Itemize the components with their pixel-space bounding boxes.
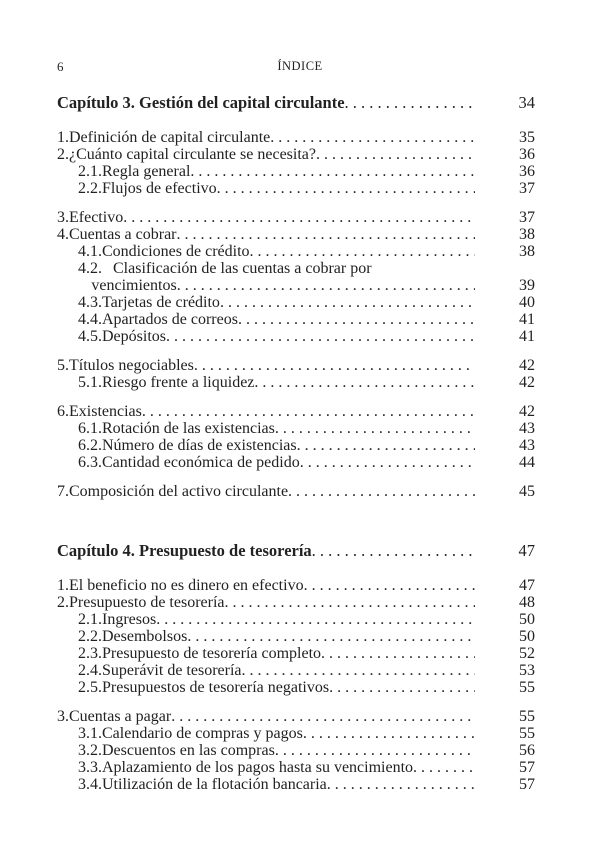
entry-number: 4. [57,226,69,243]
entry-page-number: 56 [519,742,535,759]
toc-entry [57,454,535,471]
entry-number: 2.2. [78,180,102,197]
toc-entry [57,163,535,180]
entry-page-number: 41 [519,328,535,345]
dot-leader [142,403,475,420]
entry-label: Cantidad económica de pedido [102,454,300,471]
entry-page-number: 38 [519,243,535,260]
entry-label: El beneficio no es dinero en efectivo [69,577,304,594]
dot-leader [190,163,475,180]
chapter-title: Capítulo 4. Presupuesto de tesorería [57,541,312,560]
dot-leader [312,542,475,559]
toc-entry [57,776,535,793]
running-head: ÍNDICE [277,59,323,73]
entry-page-number: 47 [519,577,535,594]
entry-number: 7. [57,483,69,500]
dot-leader [166,328,475,345]
entry-page-number: 44 [519,454,535,471]
toc-entry [57,129,535,146]
dot-leader [156,611,475,628]
entry-label: Cuentas a cobrar [69,226,177,243]
toc-entry [57,294,535,311]
entry-number: 3.3. [78,759,102,776]
entry-number: 5. [57,357,69,374]
toc-entry [57,742,535,759]
dot-leader [177,277,475,294]
entry-page-number: 36 [519,146,535,163]
toc-group [57,129,535,197]
dot-leader [123,209,475,226]
entry-page-number: 57 [519,776,535,793]
entry-label: Depósitos [102,328,166,345]
entry-page-number: 50 [519,611,535,628]
chapter-section [57,94,535,500]
entry-label: Condiciones de crédito [102,243,250,260]
entry-number: 2. [57,594,69,611]
entry-number: 4.5. [78,328,102,345]
dot-leader [297,437,475,454]
entry-page-number: 55 [519,725,535,742]
entry-label: Títulos negociables [69,357,194,374]
toc-entry [57,759,535,776]
toc-group [57,403,535,471]
dot-leader [220,294,475,311]
page-number: 6 [57,59,64,74]
dot-leader [238,311,475,328]
entry-number: 6. [57,403,69,420]
entry-number: 2.2. [78,628,102,645]
entry-page-number: 55 [519,708,535,725]
entry-label: Descuentos en las compras [102,742,275,759]
chapter-page-number: 34 [518,93,535,112]
entry-number: 5.1. [78,374,102,391]
dot-leader [250,243,475,260]
entry-page-number: 41 [519,311,535,328]
toc-group [57,577,535,696]
toc-group [57,483,535,500]
entry-label: Flujos de efectivo [102,180,217,197]
toc-entry [57,180,535,197]
toc-entry [57,146,535,163]
dot-leader [217,180,475,197]
entry-page-number: 50 [519,628,535,645]
entry-number: 4.3. [78,294,102,311]
dot-leader [316,146,475,163]
toc-entry [57,357,535,374]
entry-label: Riesgo frente a liquidez [102,374,255,391]
entry-page-number: 57 [519,759,535,776]
entry-page-number: 36 [519,163,535,180]
chapter-title: Capítulo 3. Gestión del capital circulante [57,93,345,112]
chapter-heading [57,542,535,559]
dot-leader [225,594,475,611]
entry-label: Regla general [102,163,191,180]
entry-label: Número de días de existencias [102,437,297,454]
entry-label: Existencias [69,403,142,420]
toc-entry [57,437,535,454]
entry-number: 2.1. [78,611,102,628]
dot-leader [300,454,475,471]
entry-number: 2.4. [78,662,102,679]
toc-entry [57,209,535,226]
toc-entry [57,311,535,328]
toc-entry [57,679,535,696]
entry-page-number: 55 [519,679,535,696]
toc-entry [57,628,535,645]
entry-label: Tarjetas de crédito [102,294,220,311]
entry-number: 4.2. [78,260,102,277]
entry-label: Aplazamiento de los pagos hasta su vencimiento [102,759,414,776]
entry-label: Calendario de compras y pagos [102,725,303,742]
entry-label: Definición de capital circulante [69,129,271,146]
chapter-section [57,542,535,793]
dot-leader [288,483,475,500]
toc-entry [57,662,535,679]
dot-leader [270,129,475,146]
entry-number: 3.2. [78,742,102,759]
entry-number: 6.3. [78,454,102,471]
toc-entry [57,403,535,420]
entry-page-number: 53 [519,662,535,679]
toc-entry [57,725,535,742]
entry-number: 6.2. [78,437,102,454]
toc-group [57,357,535,391]
entry-label: Desembolsos [102,628,188,645]
dot-leader [177,226,475,243]
entry-label: Ingresos [102,611,157,628]
dot-leader [413,759,475,776]
toc-entry [57,277,535,294]
entry-page-number: 45 [519,483,535,500]
toc-group [57,209,535,345]
entry-number: 6.1. [78,420,102,437]
dot-leader [194,357,475,374]
dot-leader [254,374,475,391]
chapter-page-number: 47 [518,541,535,560]
entry-number: 1. [57,577,69,594]
dot-leader [327,776,475,793]
entry-number: 2.5. [78,679,102,696]
entry-page-number: 43 [519,437,535,454]
toc-entry [57,260,535,277]
toc-entry [57,374,535,391]
entry-number: 1. [57,129,69,146]
entry-number: 4.4. [78,311,102,328]
toc-entry [57,243,535,260]
entry-number: 2.3. [78,645,102,662]
dot-leader [303,725,475,742]
entry-page-number: 39 [519,277,535,294]
entry-page-number: 42 [519,357,535,374]
entry-page-number: 35 [519,129,535,146]
entry-page-number: 38 [519,226,535,243]
dot-leader [171,708,475,725]
dot-leader [329,679,475,696]
entry-page-number: 42 [519,403,535,420]
entry-number-spacer [78,277,91,294]
toc-group [57,708,535,793]
entry-label: Clasificación de las cuentas a cobrar por [113,260,372,277]
dot-leader [275,742,475,759]
entry-page-number: 42 [519,374,535,391]
toc-entry [57,328,535,345]
entry-label: Cuentas a pagar [69,708,172,725]
entry-label: Composición del activo circulante [69,483,289,500]
dot-leader [275,420,475,437]
toc-entry [57,611,535,628]
toc-entry [57,594,535,611]
entry-label: Presupuesto de tesorería [69,594,225,611]
entry-page-number: 43 [519,420,535,437]
dot-leader [304,577,475,594]
entry-label: Utilización de la flotación bancaria [102,776,327,793]
toc-entry [57,420,535,437]
entry-label: Presupuesto de tesorería completo [102,645,322,662]
dot-leader [242,662,476,679]
entry-label: Rotación de las existencias [102,420,275,437]
entry-page-number: 52 [519,645,535,662]
entry-number: 3. [57,708,69,725]
dot-leader [321,645,475,662]
chapter-heading [57,94,535,111]
entry-page-number: 37 [519,209,535,226]
entry-number: 3. [57,209,69,226]
entry-number: 4.1. [78,243,102,260]
entry-page-number: 40 [519,294,535,311]
entry-page-number: 48 [519,594,535,611]
toc-entry [57,577,535,594]
toc-entry [57,645,535,662]
entry-label: Superávit de tesorería [102,662,242,679]
entry-label: Apartados de correos [102,311,238,328]
dot-leader [345,94,475,111]
entry-number: 2.1. [78,163,102,180]
dot-leader [187,628,475,645]
table-of-contents [57,94,535,835]
entry-number: 2. [57,146,69,163]
entry-label: vencimientos [91,277,177,294]
entry-page-number: 37 [519,180,535,197]
entry-label: ¿Cuánto capital circulante se necesita? [69,146,316,163]
entry-number: 3.1. [78,725,102,742]
toc-entry [57,483,535,500]
toc-entry [57,226,535,243]
toc-entry [57,708,535,725]
entry-label: Efectivo [69,209,124,226]
entry-label: Presupuestos de tesorería negativos [102,679,330,696]
entry-number: 3.4. [78,776,102,793]
